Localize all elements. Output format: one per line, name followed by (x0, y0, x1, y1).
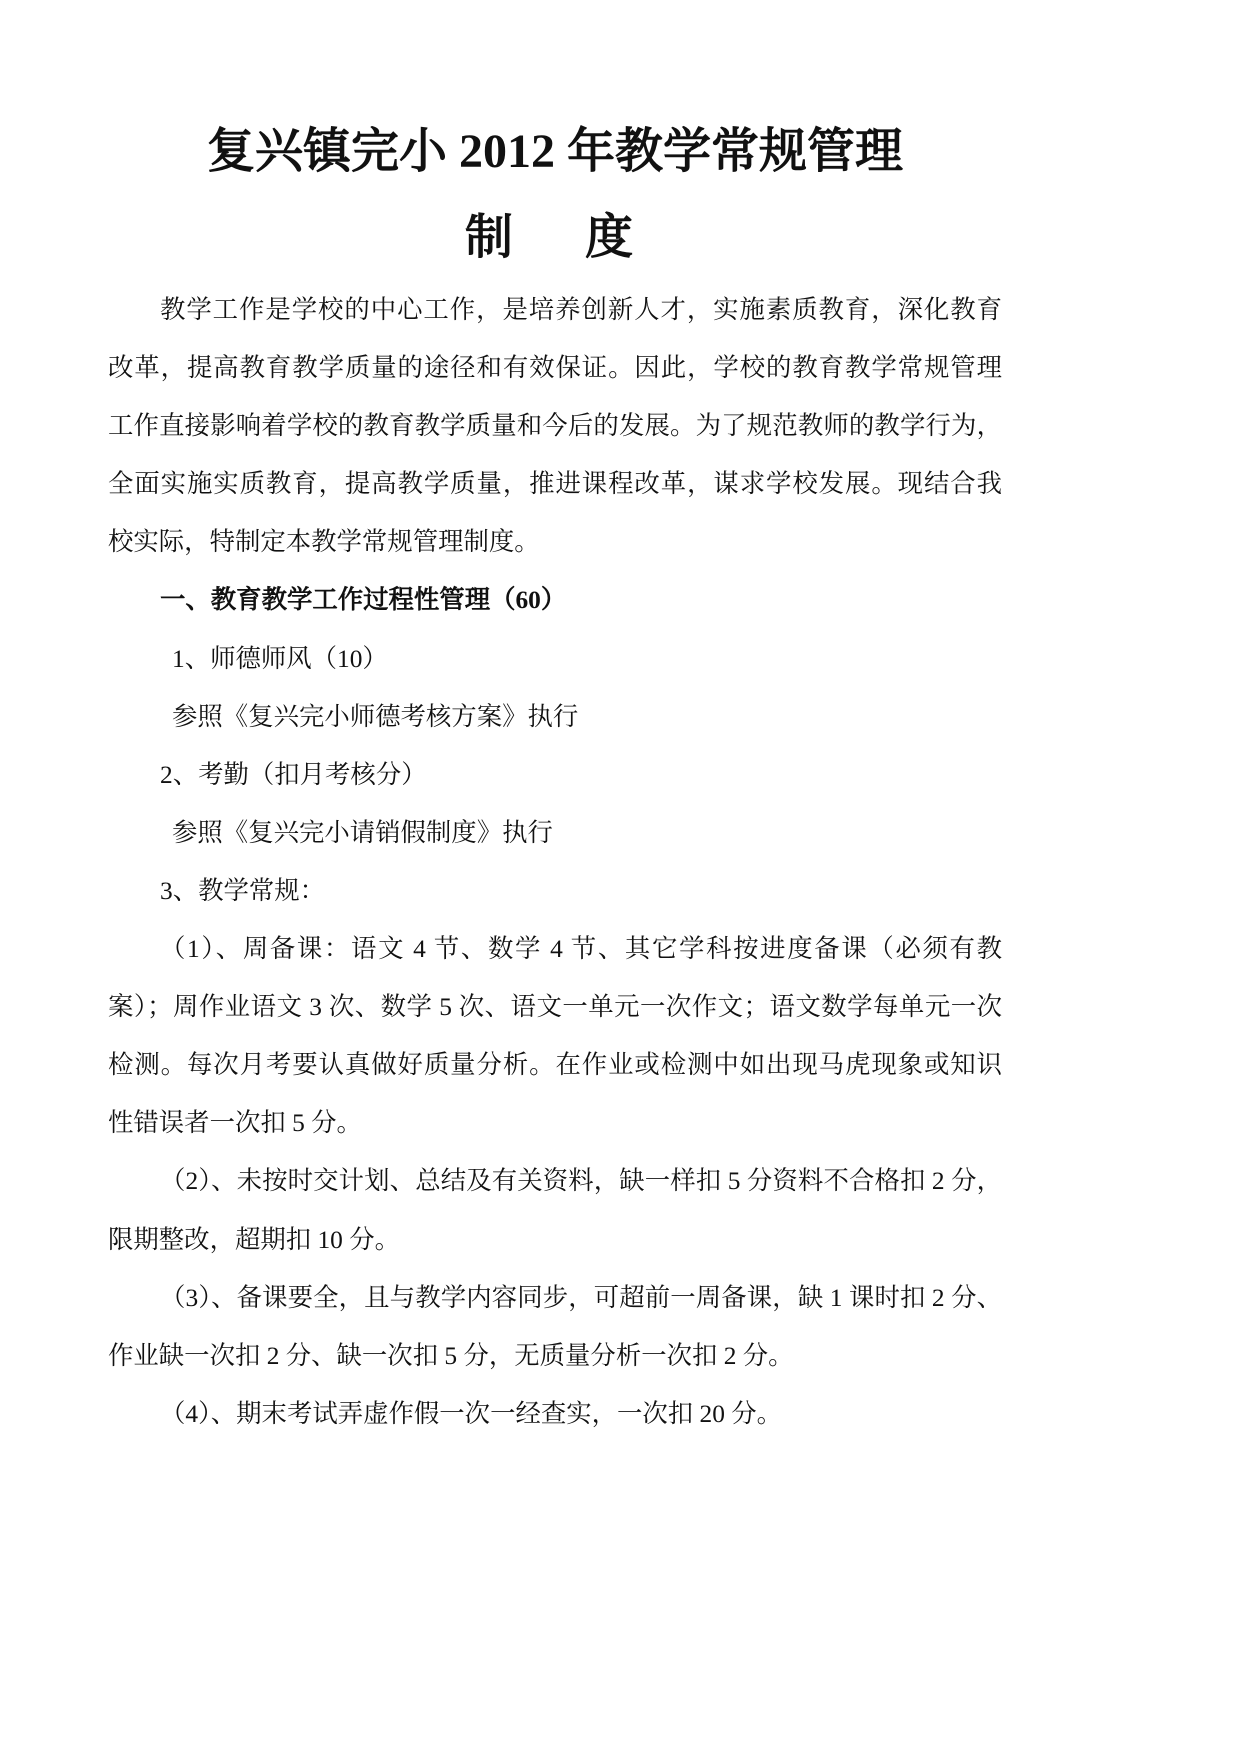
intro-line: 改革，提高教育教学质量的途径和有效保证。因此，学校的教育教学常规管理 (108, 354, 1002, 383)
intro-line: 教学工作是学校的中心工作，是培养创新人才，实施素质教育，深化教育 (160, 296, 1002, 324)
item-1 (108, 630, 1002, 746)
rule-line: （2）、未按时交计划、总结及有关资料，缺一样扣 5 分资料不合格扣 2 分， (160, 1167, 1002, 1196)
intro-line: 工作直接影响着学校的教育教学质量和今后的发展。为了规范教师的教学行为， (108, 412, 1002, 441)
section-1 (108, 571, 1002, 1442)
page-title-line1: 复兴镇完小 2012 年教学常规管理 (206, 125, 903, 178)
rule-line: （1）、周备课：语文 4 节、数学 4 节、其它学科按进度备课（必须有教 (160, 935, 1002, 964)
rule-line: 限期整改，超期扣 10 分。 (108, 1225, 400, 1254)
rule-paragraph (108, 1385, 1002, 1443)
rule-line: 检测。每次月考要认真做好质量分析。在作业或检测中如出现马虎现象或知识 (108, 1051, 1002, 1080)
rule-line: 性错误者一次扣 5 分。 (108, 1109, 362, 1138)
rule-line: 作业缺一次扣 2 分、缺一次扣 5 分，无质量分析一次扣 2 分。 (108, 1341, 794, 1370)
item-title: 2、考勤（扣月考核分） (160, 760, 427, 789)
item-title: 1、师德师风（10） (172, 644, 388, 673)
intro-line: 全面实施实质教育，提高教学质量，推进课程改革，谋求学校发展。现结合我 (108, 470, 1002, 499)
item-3 (108, 862, 1002, 1443)
rule-line: （4）、期末考试弄虚作假一次一经查实，一次扣 20 分。 (160, 1399, 783, 1428)
item-2 (108, 746, 1002, 862)
rule-line: （3）、备课要全，且与教学内容同步，可超前一周备课，缺 1 课时扣 2 分、 (160, 1283, 1002, 1312)
item-body: 参照《复兴完小请销假制度》执行 (172, 818, 553, 847)
intro-line: 校实际，特制定本教学常规管理制度。 (108, 528, 540, 557)
rule-line: 案）；周作业语文 3 次、数学 5 次、语文一单元一次作文；语文数学每单元一次 (108, 993, 1002, 1022)
document-body (108, 281, 1002, 1443)
page-title-line2: 制 度 (464, 211, 645, 264)
item-body: 参照《复兴完小师德考核方案》执行 (172, 702, 579, 731)
intro-paragraph (108, 281, 1002, 571)
rule-paragraph (108, 1152, 1002, 1268)
section-heading: 一、教育教学工作过程性管理（60） (160, 586, 567, 615)
item-title: 3、教学常规： (160, 876, 326, 905)
rule-paragraph (108, 920, 1002, 1152)
rule-paragraph (108, 1269, 1002, 1385)
